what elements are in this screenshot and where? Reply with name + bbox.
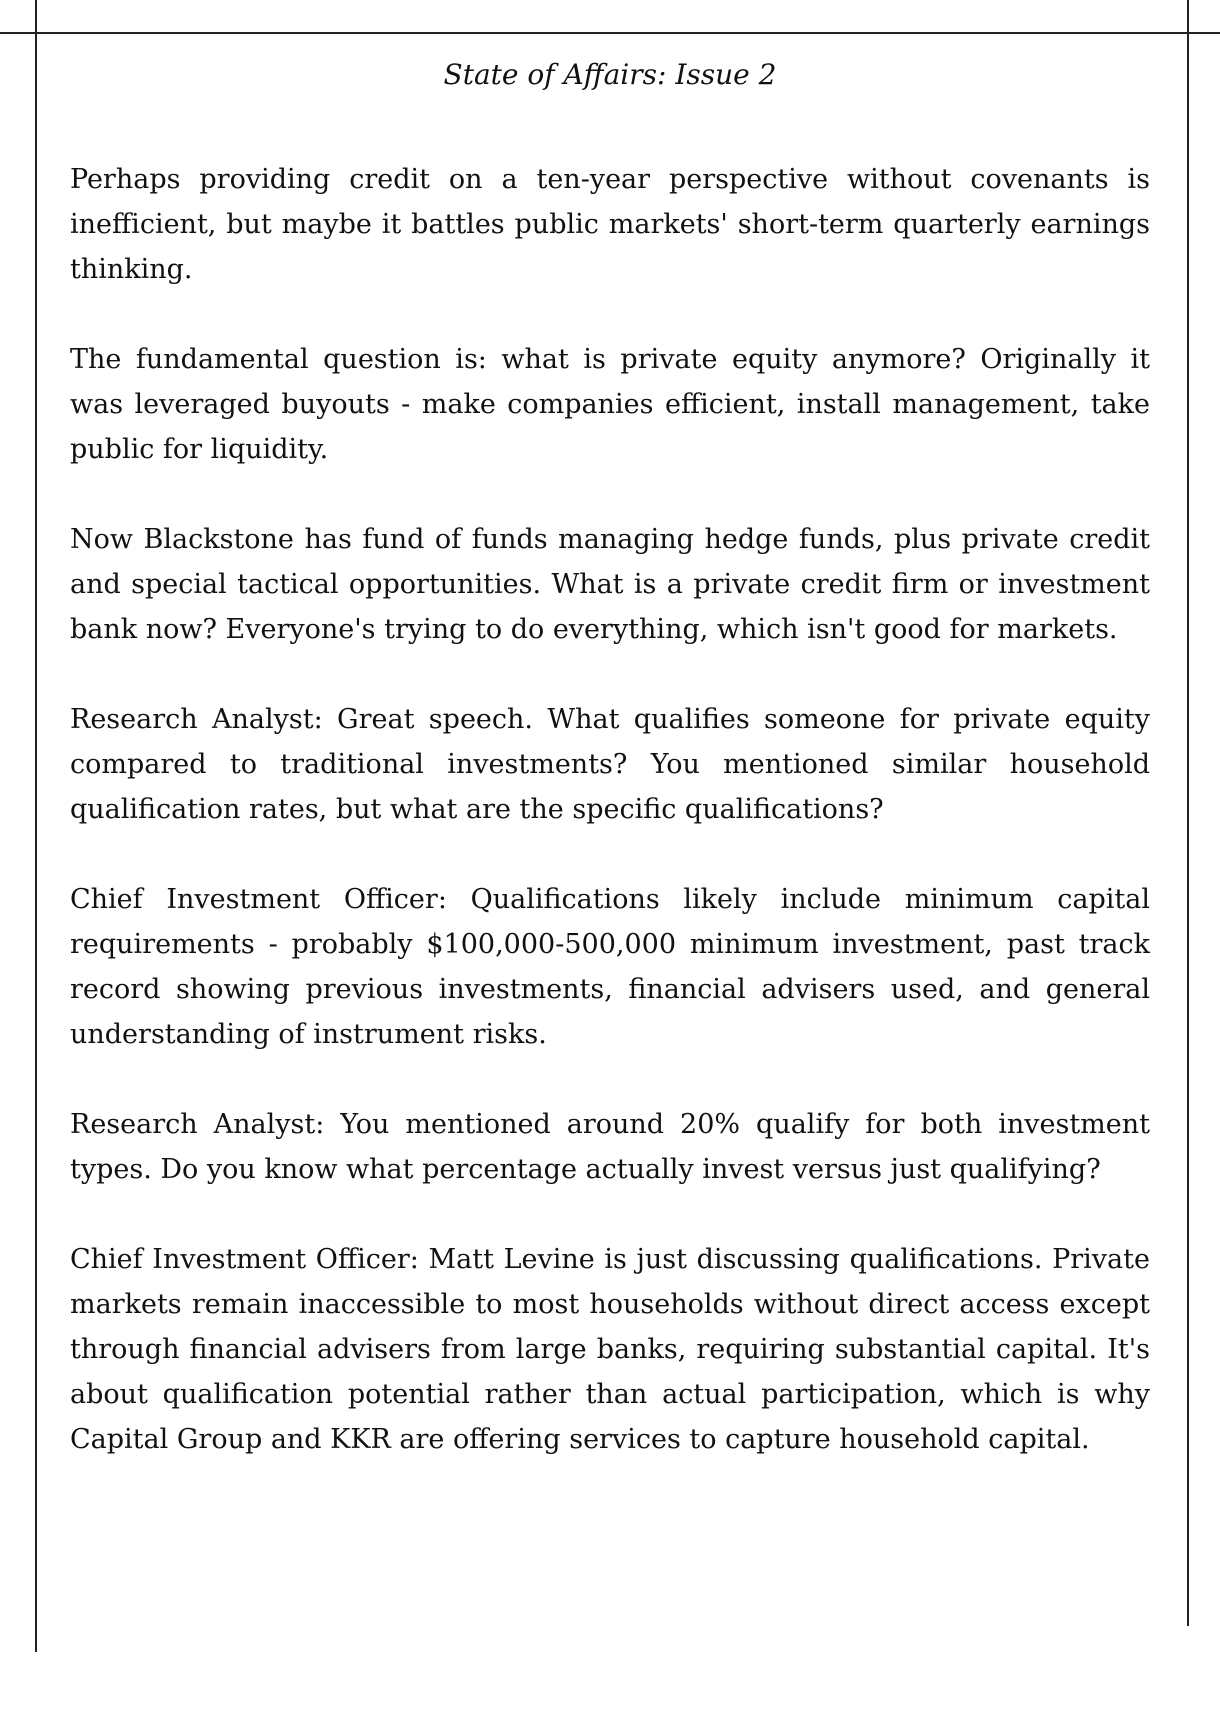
- paragraph: Now Blackstone has fund of funds managing hedge funds, plus private credit and special tactical opportunities. What is a private credit firm or investment bank now? Everyone's trying to do everything, which isn't good for markets.: [70, 524, 1150, 645]
- document-body: [70, 157, 1150, 1507]
- top-rule: [0, 32, 1220, 34]
- paragraph: Chief Investment Officer: Matt Levine is just discussing qualifications. Private markets remain inaccessible to most households without direct access except through financial advisers from large banks, requiring substantial capital. It's about qualification potential rather than actual participation, which is why Capital Group and KKR are offering services to capture household capital.: [70, 1244, 1150, 1455]
- document-title: State of Affairs: Issue 2: [443, 58, 777, 91]
- paragraph: Chief Investment Officer: Qualifications likely include minimum capital requirements - probably $100,000-500,000 minimum investment, past track record showing previous investments, financial advisers used, and general understanding of instrument risks.: [70, 884, 1150, 1050]
- paragraph: The fundamental question is: what is private equity anymore? Originally it was leveraged buyouts - make companies efficient, install management, take public for liquidity.: [70, 344, 1150, 465]
- paragraph: Research Analyst: You mentioned around 20% qualify for both investment types. Do you know what percentage actually invest versus just qualifying?: [70, 1109, 1150, 1185]
- paragraph: Research Analyst: Great speech. What qualifies someone for private equity compared to traditional investments? You mentioned similar household qualification rates, but what are the specific qualifications?: [70, 704, 1150, 825]
- left-margin-rule: [35, 0, 37, 1652]
- paragraph: Perhaps providing credit on a ten-year perspective without covenants is inefficient, but maybe it battles public markets' short-term quarterly earnings thinking.: [70, 164, 1150, 285]
- right-margin-rule: [1187, 0, 1189, 1626]
